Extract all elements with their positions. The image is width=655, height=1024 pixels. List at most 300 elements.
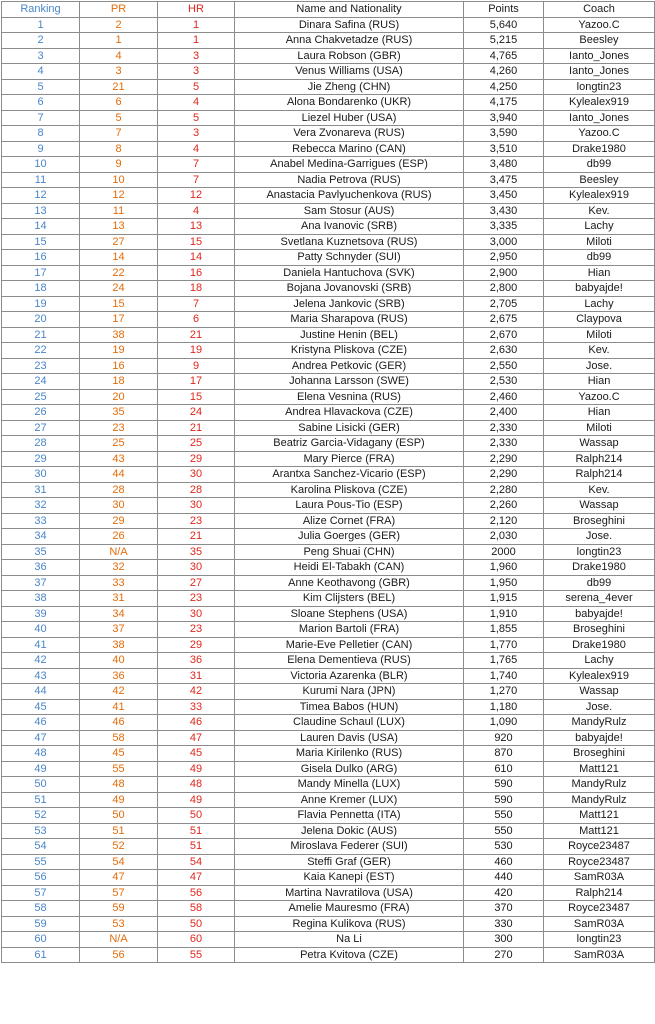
cell-coach: Hian (544, 405, 655, 421)
cell-points: 4,175 (464, 95, 544, 111)
cell-name: Regina Kulikova (RUS) (235, 916, 464, 932)
cell-ranking: 38 (2, 591, 80, 607)
cell-coach: Drake1980 (544, 141, 655, 157)
cell-points: 2,290 (464, 451, 544, 467)
table-row (2, 141, 655, 157)
table-row (2, 916, 655, 932)
cell-ranking: 34 (2, 529, 80, 545)
cell-ranking: 53 (2, 823, 80, 839)
cell-coach: Yazoo.C (544, 17, 655, 33)
cell-points: 460 (464, 854, 544, 870)
cell-name: Marion Bartoli (FRA) (235, 622, 464, 638)
cell-hr: 3 (158, 126, 235, 142)
cell-ranking: 37 (2, 575, 80, 591)
cell-name: Daniela Hantuchova (SVK) (235, 265, 464, 281)
cell-hr: 56 (158, 885, 235, 901)
cell-name: Laura Robson (GBR) (235, 48, 464, 64)
cell-hr: 18 (158, 281, 235, 297)
cell-hr: 24 (158, 405, 235, 421)
cell-points: 2,400 (464, 405, 544, 421)
cell-points: 2,670 (464, 327, 544, 343)
cell-hr: 16 (158, 265, 235, 281)
cell-points: 4,260 (464, 64, 544, 80)
table-row (2, 746, 655, 762)
table-row (2, 126, 655, 142)
cell-coach: Kylealex919 (544, 668, 655, 684)
cell-coach: Lachy (544, 653, 655, 669)
cell-hr: 23 (158, 591, 235, 607)
cell-pr: N/A (80, 932, 158, 948)
cell-hr: 7 (158, 157, 235, 173)
cell-name: Ana Ivanovic (SRB) (235, 219, 464, 235)
cell-ranking: 19 (2, 296, 80, 312)
table-row (2, 374, 655, 390)
cell-points: 440 (464, 870, 544, 886)
cell-pr: 24 (80, 281, 158, 297)
cell-hr: 4 (158, 203, 235, 219)
cell-name: Martina Navratilova (USA) (235, 885, 464, 901)
cell-pr: 56 (80, 947, 158, 963)
cell-hr: 33 (158, 699, 235, 715)
cell-ranking: 46 (2, 715, 80, 731)
cell-name: Claudine Schaul (LUX) (235, 715, 464, 731)
cell-name: Flavia Pennetta (ITA) (235, 808, 464, 824)
cell-hr: 54 (158, 854, 235, 870)
cell-points: 3,450 (464, 188, 544, 204)
cell-pr: N/A (80, 544, 158, 560)
cell-points: 1,910 (464, 606, 544, 622)
cell-pr: 41 (80, 699, 158, 715)
cell-hr: 55 (158, 947, 235, 963)
table-row (2, 932, 655, 948)
cell-coach: Ralph214 (544, 451, 655, 467)
cell-pr: 7 (80, 126, 158, 142)
cell-points: 1,960 (464, 560, 544, 576)
cell-hr: 30 (158, 606, 235, 622)
cell-name: Arantxa Sanchez-Vicario (ESP) (235, 467, 464, 483)
cell-hr: 49 (158, 761, 235, 777)
cell-pr: 47 (80, 870, 158, 886)
cell-name: Mandy Minella (LUX) (235, 777, 464, 793)
cell-coach: Wassap (544, 684, 655, 700)
cell-ranking: 9 (2, 141, 80, 157)
table-row (2, 699, 655, 715)
table-row (2, 854, 655, 870)
cell-name: Maria Sharapova (RUS) (235, 312, 464, 328)
table-row (2, 33, 655, 49)
cell-name: Dinara Safina (RUS) (235, 17, 464, 33)
cell-name: Elena Dementieva (RUS) (235, 653, 464, 669)
cell-hr: 3 (158, 48, 235, 64)
cell-hr: 21 (158, 327, 235, 343)
cell-ranking: 36 (2, 560, 80, 576)
cell-name: Nadia Petrova (RUS) (235, 172, 464, 188)
cell-pr: 54 (80, 854, 158, 870)
cell-name: Sam Stosur (AUS) (235, 203, 464, 219)
cell-hr: 15 (158, 389, 235, 405)
cell-hr: 1 (158, 33, 235, 49)
cell-points: 550 (464, 823, 544, 839)
table-row (2, 265, 655, 281)
cell-ranking: 49 (2, 761, 80, 777)
cell-pr: 18 (80, 374, 158, 390)
cell-hr: 1 (158, 17, 235, 33)
cell-name: Alize Cornet (FRA) (235, 513, 464, 529)
cell-pr: 12 (80, 188, 158, 204)
cell-ranking: 54 (2, 839, 80, 855)
cell-ranking: 40 (2, 622, 80, 638)
cell-ranking: 12 (2, 188, 80, 204)
cell-coach: Beesley (544, 172, 655, 188)
cell-points: 1,270 (464, 684, 544, 700)
cell-pr: 15 (80, 296, 158, 312)
cell-ranking: 44 (2, 684, 80, 700)
cell-pr: 48 (80, 777, 158, 793)
cell-coach: Jose. (544, 529, 655, 545)
cell-coach: db99 (544, 575, 655, 591)
cell-coach: db99 (544, 157, 655, 173)
cell-points: 3,430 (464, 203, 544, 219)
cell-points: 2,290 (464, 467, 544, 483)
cell-hr: 47 (158, 870, 235, 886)
table-row (2, 110, 655, 126)
cell-coach: Drake1980 (544, 560, 655, 576)
cell-pr: 32 (80, 560, 158, 576)
table-row (2, 591, 655, 607)
cell-hr: 51 (158, 823, 235, 839)
cell-coach: Hian (544, 265, 655, 281)
cell-pr: 38 (80, 637, 158, 653)
cell-name: Kurumi Nara (JPN) (235, 684, 464, 700)
cell-hr: 9 (158, 358, 235, 374)
cell-points: 2,950 (464, 250, 544, 266)
table-row (2, 64, 655, 80)
cell-hr: 5 (158, 79, 235, 95)
cell-coach: Miloti (544, 234, 655, 250)
cell-hr: 48 (158, 777, 235, 793)
cell-coach: Kev. (544, 482, 655, 498)
table-row (2, 606, 655, 622)
table-row (2, 95, 655, 111)
cell-points: 1,855 (464, 622, 544, 638)
cell-pr: 40 (80, 653, 158, 669)
cell-pr: 11 (80, 203, 158, 219)
cell-points: 3,475 (464, 172, 544, 188)
cell-pr: 33 (80, 575, 158, 591)
cell-ranking: 32 (2, 498, 80, 514)
cell-pr: 25 (80, 436, 158, 452)
cell-coach: Lachy (544, 296, 655, 312)
cell-points: 300 (464, 932, 544, 948)
cell-hr: 58 (158, 901, 235, 917)
cell-hr: 23 (158, 622, 235, 638)
cell-pr: 31 (80, 591, 158, 607)
table-row (2, 482, 655, 498)
cell-coach: Hian (544, 374, 655, 390)
header-hr: HR (158, 2, 235, 18)
cell-hr: 7 (158, 296, 235, 312)
cell-name: Elena Vesnina (RUS) (235, 389, 464, 405)
cell-hr: 50 (158, 916, 235, 932)
cell-pr: 4 (80, 48, 158, 64)
cell-name: Anastacia Pavlyuchenkova (RUS) (235, 188, 464, 204)
rankings-table (1, 1, 655, 963)
table-row (2, 467, 655, 483)
cell-coach: Royce23487 (544, 839, 655, 855)
cell-ranking: 43 (2, 668, 80, 684)
cell-points: 3,940 (464, 110, 544, 126)
cell-points: 3,590 (464, 126, 544, 142)
table-row (2, 792, 655, 808)
table-row (2, 451, 655, 467)
cell-hr: 49 (158, 792, 235, 808)
cell-coach: longtin23 (544, 932, 655, 948)
cell-hr: 30 (158, 560, 235, 576)
table-row (2, 823, 655, 839)
table-row (2, 839, 655, 855)
cell-points: 3,000 (464, 234, 544, 250)
cell-hr: 25 (158, 436, 235, 452)
cell-hr: 45 (158, 746, 235, 762)
cell-coach: Jose. (544, 699, 655, 715)
cell-pr: 36 (80, 668, 158, 684)
cell-hr: 30 (158, 467, 235, 483)
cell-hr: 42 (158, 684, 235, 700)
cell-ranking: 2 (2, 33, 80, 49)
cell-ranking: 6 (2, 95, 80, 111)
cell-hr: 29 (158, 637, 235, 653)
cell-pr: 13 (80, 219, 158, 235)
cell-points: 2,800 (464, 281, 544, 297)
cell-points: 2,630 (464, 343, 544, 359)
cell-pr: 42 (80, 684, 158, 700)
cell-points: 2,900 (464, 265, 544, 281)
cell-points: 270 (464, 947, 544, 963)
cell-name: Laura Pous-Tio (ESP) (235, 498, 464, 514)
cell-points: 420 (464, 885, 544, 901)
cell-name: Karolina Pliskova (CZE) (235, 482, 464, 498)
cell-points: 870 (464, 746, 544, 762)
cell-pr: 50 (80, 808, 158, 824)
cell-hr: 51 (158, 839, 235, 855)
cell-coach: Beesley (544, 33, 655, 49)
cell-coach: Lachy (544, 219, 655, 235)
cell-coach: Ianto_Jones (544, 64, 655, 80)
cell-ranking: 22 (2, 343, 80, 359)
cell-coach: babyajde! (544, 606, 655, 622)
table-row (2, 668, 655, 684)
cell-ranking: 28 (2, 436, 80, 452)
cell-points: 1,740 (464, 668, 544, 684)
table-row (2, 870, 655, 886)
table-row (2, 730, 655, 746)
cell-coach: SamR03A (544, 916, 655, 932)
table-row (2, 513, 655, 529)
table-row (2, 389, 655, 405)
cell-name: Mary Pierce (FRA) (235, 451, 464, 467)
cell-name: Jie Zheng (CHN) (235, 79, 464, 95)
cell-name: Miroslava Federer (SUI) (235, 839, 464, 855)
cell-hr: 30 (158, 498, 235, 514)
cell-pr: 1 (80, 33, 158, 49)
cell-ranking: 8 (2, 126, 80, 142)
cell-coach: MandyRulz (544, 777, 655, 793)
table-row (2, 219, 655, 235)
table-row (2, 808, 655, 824)
cell-name: Patty Schnyder (SUI) (235, 250, 464, 266)
cell-coach: Royce23487 (544, 854, 655, 870)
cell-hr: 13 (158, 219, 235, 235)
cell-name: Johanna Larsson (SWE) (235, 374, 464, 390)
table-row (2, 234, 655, 250)
cell-points: 2,530 (464, 374, 544, 390)
table-row (2, 901, 655, 917)
cell-pr: 22 (80, 265, 158, 281)
cell-name: Steffi Graf (GER) (235, 854, 464, 870)
table-row (2, 296, 655, 312)
cell-hr: 27 (158, 575, 235, 591)
cell-ranking: 23 (2, 358, 80, 374)
cell-pr: 55 (80, 761, 158, 777)
table-row (2, 622, 655, 638)
cell-pr: 46 (80, 715, 158, 731)
cell-points: 1,915 (464, 591, 544, 607)
cell-hr: 14 (158, 250, 235, 266)
cell-points: 4,250 (464, 79, 544, 95)
cell-ranking: 13 (2, 203, 80, 219)
table-row (2, 637, 655, 653)
cell-pr: 9 (80, 157, 158, 173)
cell-points: 2,330 (464, 420, 544, 436)
cell-name: Svetlana Kuznetsova (RUS) (235, 234, 464, 250)
table-header (2, 2, 655, 18)
cell-ranking: 20 (2, 312, 80, 328)
cell-points: 370 (464, 901, 544, 917)
cell-hr: 17 (158, 374, 235, 390)
cell-name: Peng Shuai (CHN) (235, 544, 464, 560)
table-row (2, 761, 655, 777)
cell-name: Kaia Kanepi (EST) (235, 870, 464, 886)
cell-pr: 5 (80, 110, 158, 126)
cell-points: 2,280 (464, 482, 544, 498)
table-row (2, 312, 655, 328)
cell-hr: 31 (158, 668, 235, 684)
cell-ranking: 56 (2, 870, 80, 886)
cell-name: Anna Chakvetadze (RUS) (235, 33, 464, 49)
cell-ranking: 25 (2, 389, 80, 405)
cell-name: Julia Goerges (GER) (235, 529, 464, 545)
cell-name: Timea Babos (HUN) (235, 699, 464, 715)
cell-hr: 21 (158, 529, 235, 545)
cell-pr: 28 (80, 482, 158, 498)
cell-ranking: 27 (2, 420, 80, 436)
cell-name: Vera Zvonareva (RUS) (235, 126, 464, 142)
cell-name: Jelena Jankovic (SRB) (235, 296, 464, 312)
cell-ranking: 50 (2, 777, 80, 793)
cell-points: 4,765 (464, 48, 544, 64)
table-row (2, 157, 655, 173)
cell-points: 5,215 (464, 33, 544, 49)
header-name: Name and Nationality (235, 2, 464, 18)
cell-coach: Jose. (544, 358, 655, 374)
cell-coach: Matt121 (544, 823, 655, 839)
cell-ranking: 48 (2, 746, 80, 762)
cell-coach: SamR03A (544, 947, 655, 963)
table-row (2, 575, 655, 591)
table-row (2, 281, 655, 297)
cell-hr: 28 (158, 482, 235, 498)
cell-pr: 19 (80, 343, 158, 359)
cell-coach: MandyRulz (544, 792, 655, 808)
cell-name: Anne Kremer (LUX) (235, 792, 464, 808)
table-row (2, 48, 655, 64)
cell-ranking: 35 (2, 544, 80, 560)
table-row (2, 436, 655, 452)
cell-name: Andrea Petkovic (GER) (235, 358, 464, 374)
header-pr: PR (80, 2, 158, 18)
cell-pr: 2 (80, 17, 158, 33)
cell-pr: 59 (80, 901, 158, 917)
cell-name: Beatriz Garcia-Vidagany (ESP) (235, 436, 464, 452)
cell-ranking: 41 (2, 637, 80, 653)
cell-ranking: 4 (2, 64, 80, 80)
cell-points: 1,950 (464, 575, 544, 591)
cell-points: 2,460 (464, 389, 544, 405)
cell-points: 5,640 (464, 17, 544, 33)
table-row (2, 358, 655, 374)
cell-pr: 35 (80, 405, 158, 421)
cell-coach: Kylealex919 (544, 95, 655, 111)
cell-name: Alona Bondarenko (UKR) (235, 95, 464, 111)
cell-hr: 3 (158, 64, 235, 80)
cell-pr: 23 (80, 420, 158, 436)
cell-ranking: 29 (2, 451, 80, 467)
table-row (2, 777, 655, 793)
table-row (2, 203, 655, 219)
cell-ranking: 60 (2, 932, 80, 948)
table-row (2, 250, 655, 266)
cell-name: Jelena Dokic (AUS) (235, 823, 464, 839)
cell-pr: 34 (80, 606, 158, 622)
cell-name: Anne Keothavong (GBR) (235, 575, 464, 591)
cell-ranking: 30 (2, 467, 80, 483)
cell-ranking: 14 (2, 219, 80, 235)
cell-pr: 17 (80, 312, 158, 328)
cell-ranking: 18 (2, 281, 80, 297)
cell-name: Victoria Azarenka (BLR) (235, 668, 464, 684)
cell-hr: 6 (158, 312, 235, 328)
cell-points: 2,120 (464, 513, 544, 529)
cell-points: 2,550 (464, 358, 544, 374)
cell-coach: Yazoo.C (544, 389, 655, 405)
cell-ranking: 10 (2, 157, 80, 173)
cell-hr: 5 (158, 110, 235, 126)
cell-pr: 16 (80, 358, 158, 374)
cell-points: 3,480 (464, 157, 544, 173)
cell-coach: Kev. (544, 343, 655, 359)
cell-hr: 4 (158, 141, 235, 157)
cell-ranking: 47 (2, 730, 80, 746)
cell-pr: 57 (80, 885, 158, 901)
table-row (2, 79, 655, 95)
cell-pr: 8 (80, 141, 158, 157)
cell-ranking: 26 (2, 405, 80, 421)
cell-name: Liezel Huber (USA) (235, 110, 464, 126)
cell-coach: MandyRulz (544, 715, 655, 731)
cell-name: Rebecca Marino (CAN) (235, 141, 464, 157)
cell-hr: 60 (158, 932, 235, 948)
cell-points: 1,180 (464, 699, 544, 715)
